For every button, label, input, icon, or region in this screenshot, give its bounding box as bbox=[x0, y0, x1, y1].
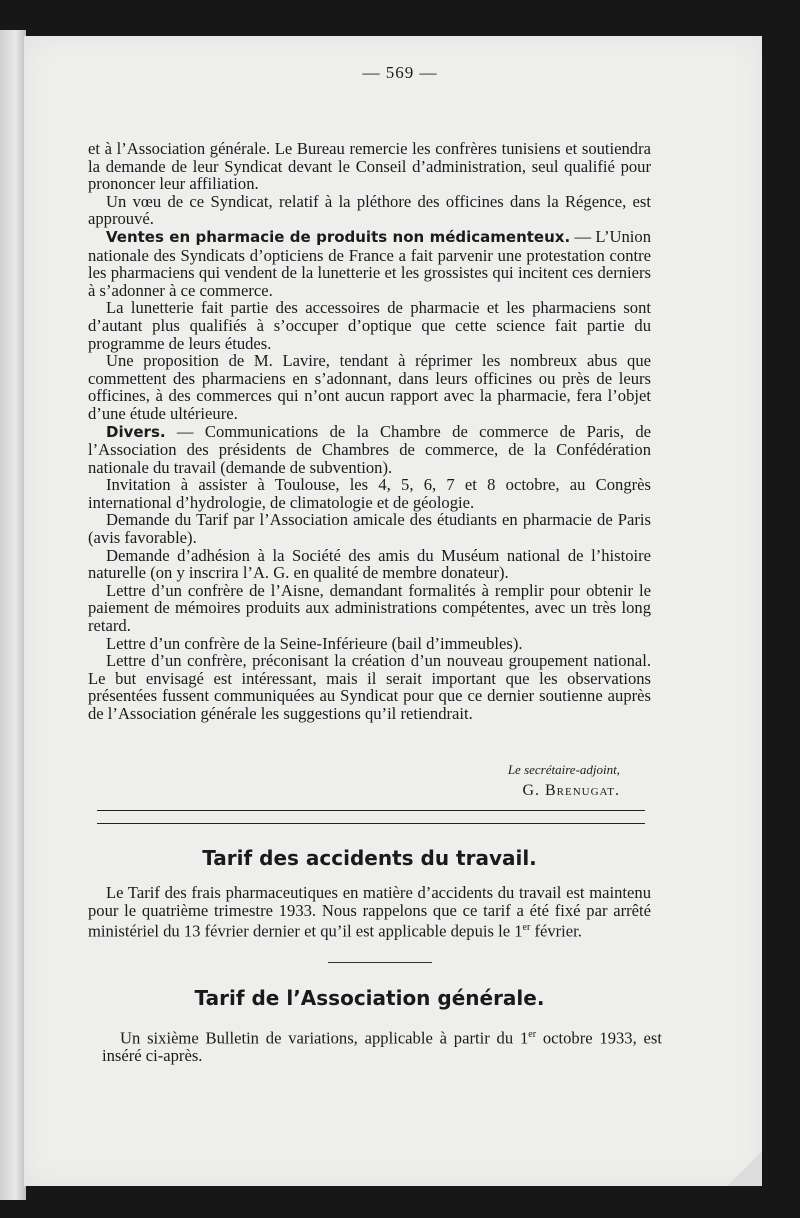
page-corner-curl bbox=[728, 1150, 762, 1186]
paragraph: et à l’Association générale. Le Bureau remercie les confrères tunisiens et soutiendra la demande de leur Syndicat devant le Conseil d’administration, seul qualifié pour prononcer leur affiliation. bbox=[88, 139, 651, 194]
paragraph: Demande du Tarif par l’Association amicale des étudiants en pharmacie de Paris (avis favorable). bbox=[88, 510, 651, 548]
book-spine bbox=[0, 30, 26, 1200]
section-body-accidents bbox=[88, 884, 651, 940]
paragraph-ventes bbox=[88, 228, 651, 299]
section-title-accidents: Tarif des accidents du travail. bbox=[202, 846, 537, 870]
divers-text: — Communications de la Chambre de commerce de Paris, de l’Association des présidents de Chambres de commerce, de la Confédération nationale du travail (demande de subvention). bbox=[88, 421, 651, 477]
text-part: octobre 1933, est inséré ci-après. bbox=[102, 1028, 662, 1066]
paragraph bbox=[102, 1026, 662, 1065]
text-part: février. bbox=[530, 921, 582, 941]
paragraph: Une proposition de M. Lavire, tendant à réprimer les nombreux abus que commettent des pharmaciens en s’adonnant, dans leurs officines ou près de leurs officines, à des commerces qui n’ont aucun rapport avec la pharmacie, fera l’objet d’une étude ultérieure. bbox=[88, 351, 651, 423]
double-rule-top bbox=[97, 810, 645, 811]
text-part: Le Tarif des frais pharmaceutiques en matière d’accidents du travail est maintenu pour le quatrième trimestre 1933. Nous rappelons que ce tarif a été fixé par arrêté ministériel du 13 février dernier et qu’il est applicable depuis le 1 bbox=[88, 883, 651, 941]
signature-block bbox=[88, 762, 620, 800]
signature-name: G. Brenugat. bbox=[522, 782, 620, 799]
text-part: Un sixième Bulletin de variations, applicable à partir du 1 bbox=[120, 1028, 529, 1048]
paragraph: Invitation à assister à Toulouse, les 4, 5, 6, 7 et 8 octobre, au Congrès international d’hydrologie, de climatologie et de géologie. bbox=[88, 475, 651, 512]
section-body-association bbox=[102, 1026, 662, 1065]
paragraph bbox=[88, 884, 651, 940]
section-title-association: Tarif de l’Association générale. bbox=[194, 986, 545, 1010]
section-body bbox=[88, 140, 651, 723]
page-number: — 569 — bbox=[362, 63, 438, 82]
paragraph: Un vœu de ce Syndicat, relatif à la pléthore des officines dans la Régence, est approuvé. bbox=[88, 191, 651, 229]
paragraph: Lettre d’un confrère, préconisant la création d’un nouveau groupement national. Le but envisagé est intéressant, mais il serait important que les observations présentées fussent communiquées au Syndicat pour que ce dernier soutienne auprès de l’Association générale les suggestions qu’il retiendrait. bbox=[88, 651, 651, 723]
ventes-heading: Ventes en pharmacie de produits non médicamenteux. bbox=[106, 227, 571, 246]
signature-title: Le secrétaire-adjoint, bbox=[507, 762, 620, 777]
paragraph: La lunetterie fait partie des accessoires de pharmacie et les pharmaciens sont d’autant plus qualifiés à s’occuper d’optique que cette science fait partie du programme de leurs études. bbox=[88, 298, 651, 353]
superscript: er bbox=[522, 922, 531, 934]
superscript: er bbox=[528, 1029, 537, 1040]
short-separator bbox=[328, 962, 432, 963]
paragraph-divers bbox=[88, 423, 651, 477]
divers-heading: Divers. bbox=[106, 422, 166, 441]
paragraph: Demande d’adhésion à la Société des amis du Muséum national de l’histoire naturelle (on y inscrira l’A. G. en qualité de membre donateur). bbox=[88, 545, 651, 583]
ventes-text: — L’Union nationale des Syndicats d’opticiens de France a fait parvenir une protestation contre les pharmaciens qui vendent de la lunetterie et les grossistes qui incitent ces derniers à s’adonner à ce commerce. bbox=[88, 226, 651, 300]
double-rule-bottom bbox=[97, 823, 645, 824]
paragraph: Lettre d’un confrère de la Seine-Inférieure (bail d’immeubles). bbox=[106, 633, 523, 653]
paragraph: Lettre d’un confrère de l’Aisne, demandant formalités à remplir pour obtenir le paiement de mémoires produits aux administrations compétentes, avec un très long retard. bbox=[88, 580, 651, 636]
